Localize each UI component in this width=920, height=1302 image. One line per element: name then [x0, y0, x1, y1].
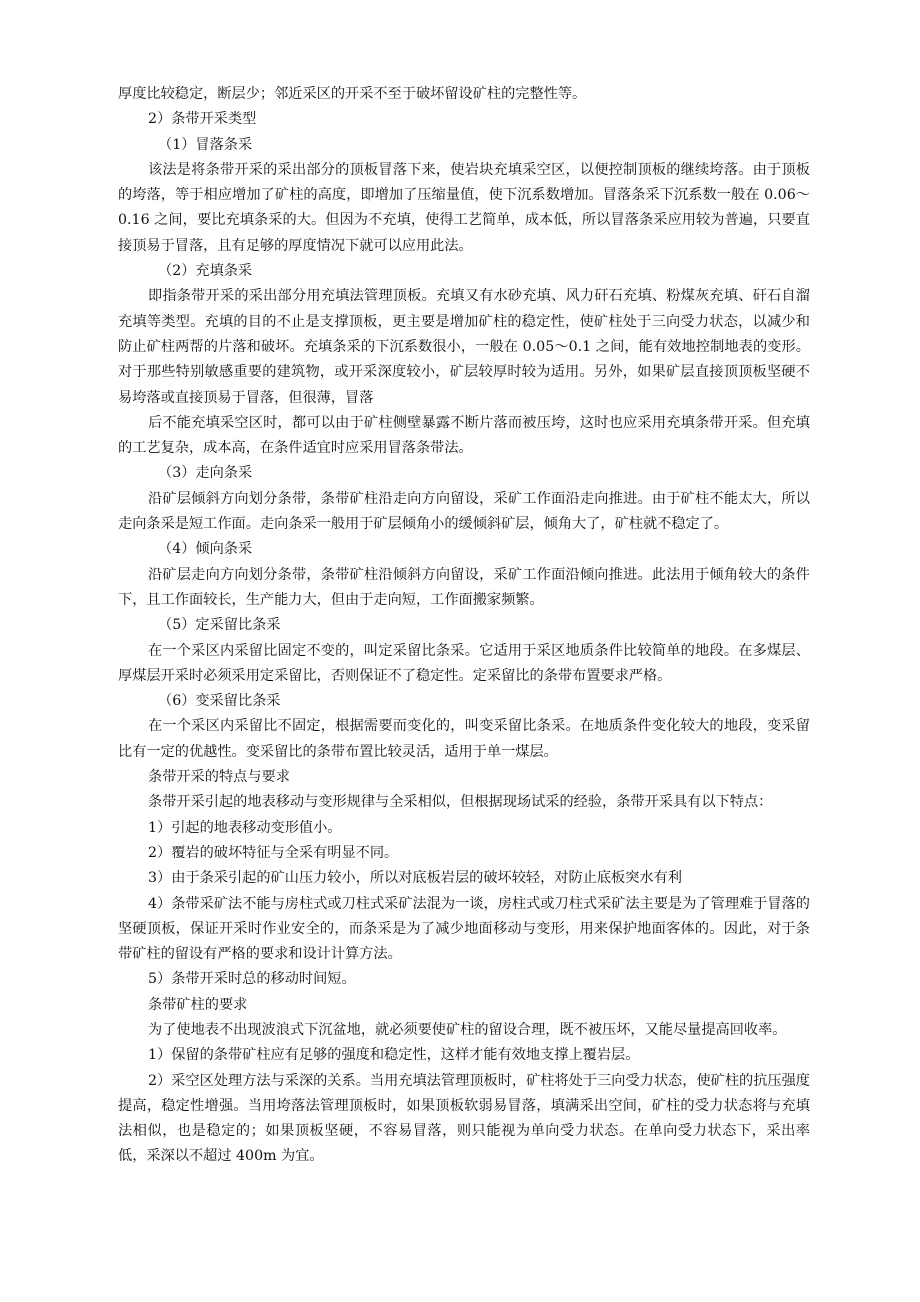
- paragraph: 在一个采区内采留比不固定，根据需要而变化的，叫变采留比条采。在地质条件变化较大的地段，变采留比有一定的优越性。变采留比的条带布置比较灵活，适用于单一煤层。: [118, 718, 810, 760]
- section-heading-pillar-requirements: 条带矿柱的要求: [148, 996, 248, 1013]
- subheading-variable-ratio-strip: （6）变采留比条采: [158, 693, 281, 710]
- paragraph: 条带开采引起的地表移动与变形规律与全采相似，但根据现场试采的经验，条带开采具有以下特点：: [148, 794, 773, 811]
- subheading-fixed-ratio-strip: （5）定采留比条采: [158, 617, 281, 634]
- paragraph: 沿矿层倾斜方向划分条带，条带矿柱沿走向方向留设，采矿工作面沿走向推进。由于矿柱不能太大，所以走向条采是短工作面。走向条采一般用于矿层倾角小的缓倾斜矿层，倾角大了，矿柱就不稳定了。: [118, 490, 810, 533]
- section-heading-strip-mining-types: 2）条带开采类型: [148, 111, 257, 128]
- list-item: 5）条带开采时总的移动时间短。: [148, 971, 356, 988]
- list-item: 2）采空区处理方法与采深的关系。当用充填法管理顶板时，矿柱将处于三向受力状态，使矿柱的抗压强度提高，稳定性增强。当用垮落法管理顶板时，如果顶板软弱易冒落，填满采出空间，矿柱的受力状态将与充填法相似，也是稳定的；如果顶板坚硬，不容易冒落，则只能视为单向受力状态。在单向受力状态下，采出率低，采深以不超过 400m 为宜。: [118, 1072, 810, 1165]
- paragraph: 在一个采区内采留比固定不变的，叫定采留比条采。它适用于采区地质条件比较简单的地段。在多煤层、厚煤层开采时必须采用定采留比，否则保证不了稳定性。定采留比的条带布置要求严格。: [118, 642, 810, 684]
- paragraph: 后不能充填采空区时，都可以由于矿柱侧壁暴露不断片落而被压垮，这时也应采用充填条带开采。但充填的工艺复杂，成本高，在条件适宜时应采用冒落条带法。: [118, 414, 810, 457]
- subheading-caving-strip: （1）冒落条采: [158, 136, 253, 153]
- paragraph: 该法是将条带开采的采出部分的顶板冒落下来，使岩块充填采空区，以便控制顶板的继续垮落。由于顶板的垮落，等于相应增加了矿柱的高度，即增加了压缩量值，使下沉系数增加。冒落条采下沉系数一般在 0.06～0.16 之间，要比充填条采的大。但因为不充填，使得工艺简单，成本低，所以冒落条采应用较为普遍，只要直接顶易于冒落，且有足够的厚度情况下就可以应用此法。: [118, 161, 810, 254]
- paragraph: 为了使地表不出现波浪式下沉盆地，就必须要使矿柱的留设合理，既不被压坏，又能尽量提高回收率。: [148, 1021, 787, 1038]
- section-heading-characteristics: 条带开采的特点与要求: [148, 769, 290, 786]
- list-item: 4）条带采矿法不能与房柱式或刀柱式采矿法混为一谈，房柱式或刀柱式采矿法主要是为了管理难于冒落的坚硬顶板，保证开采时作业安全的，而条采是为了减少地面移动与变形，用来保护地面客体的。因此，对于条带矿柱的留设有严格的要求和设计计算方法。: [118, 895, 810, 963]
- subheading-dip-strip: （4）倾向条采: [158, 541, 253, 558]
- list-item: 3）由于条采引起的矿山压力较小，所以对底板岩层的破坏较轻，对防止底板突水有利: [148, 870, 682, 887]
- paragraph-continuation: 厚度比较稳定，断层少；邻近采区的开采不至于破坏留设矿柱的完整性等。: [118, 86, 587, 102]
- subheading-filling-strip: （2）充填条采: [158, 263, 253, 280]
- list-item: 2）覆岩的破坏特征与全采有明显不同。: [148, 844, 399, 861]
- subheading-strike-strip: （3）走向条采: [158, 465, 253, 482]
- list-item: 1）引起的地表移动变形值小。: [148, 819, 342, 836]
- paragraph: 即指条带开采的采出部分用充填法管理顶板。充填又有水砂充填、风力矸石充填、粉煤灰充填、矸石自溜充填等类型。充填的目的不止是支撑顶板，更主要是增加矿柱的稳定性，使矿柱处于三向受力状态，以减少和防止矿柱两帮的片落和破坏。充填条采的下沉系数很小，一般在 0.05～0.1 之间，能有效地控制地表的变形。对于那些特别敏感重要的建筑物，或开采深度较小，矿层较厚时较为适用。另外，如果矿层直接顶顶板坚硬不易垮落或直接顶易于冒落，但很薄，冒落: [118, 288, 810, 406]
- paragraph: 沿矿层走向方向划分条带，条带矿柱沿倾斜方向留设，采矿工作面沿倾向推进。此法用于倾角较大的条件下，且工作面较长，生产能力大，但由于走向短，工作面搬家频繁。: [118, 566, 810, 608]
- list-item: 1）保留的条带矿柱应有足够的强度和稳定性，这样才能有效地支撑上覆岩层。: [148, 1047, 640, 1064]
